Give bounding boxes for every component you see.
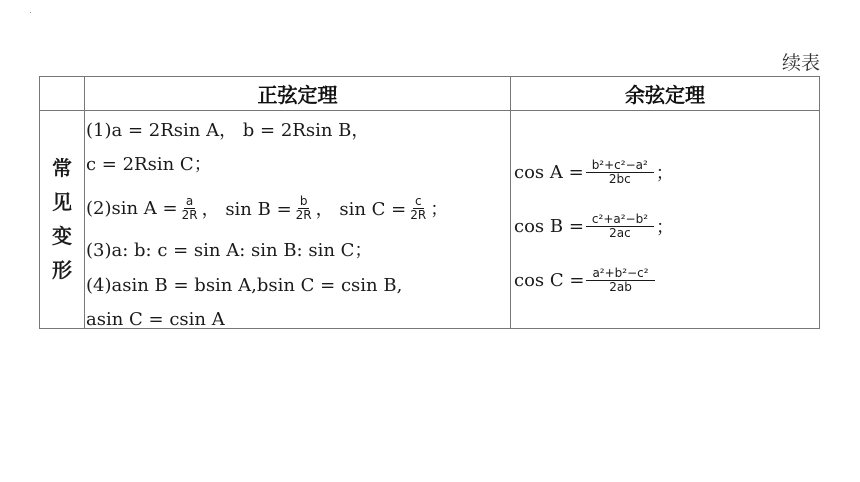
row-label-char: 见	[52, 190, 72, 214]
formula-text: ；	[655, 163, 674, 184]
formula-text: ；	[656, 217, 675, 238]
formula-line	[514, 260, 657, 300]
fraction	[408, 195, 428, 222]
formula-text: cos B =	[514, 215, 584, 237]
row-label-char: 变	[52, 224, 72, 248]
denominator: 2ac	[609, 225, 631, 240]
formula-line	[86, 190, 448, 226]
table-divider	[84, 77, 85, 328]
numerator: b²+c²−a²	[586, 159, 654, 173]
corner-dot	[30, 12, 31, 13]
formula-line: (4)asin B = bsin A,bsin C = csin B,	[86, 274, 403, 296]
row-label-char: 形	[52, 258, 72, 282]
formula-text: cos A =	[514, 161, 584, 183]
denominator: 2R	[181, 207, 198, 222]
sine-law-variants	[86, 110, 510, 328]
row-label	[40, 110, 84, 328]
numerator: c²+a²−b²	[586, 213, 654, 227]
formula-line	[514, 206, 674, 246]
table-divider	[510, 77, 511, 328]
fraction	[586, 267, 654, 294]
formula-text: ， sin C =	[315, 199, 407, 220]
denominator: 2R	[410, 207, 427, 222]
numerator: b	[299, 193, 308, 208]
formula-line: (1)a = 2Rsin A， b = 2Rsin B，	[86, 120, 370, 141]
formula-text: ；	[430, 199, 449, 220]
header-cosine-law: 余弦定理	[625, 83, 705, 107]
formula-text: cos C =	[514, 269, 585, 291]
cosine-law-variants	[514, 110, 819, 328]
denominator: 2bc	[608, 171, 631, 186]
denominator: 2ab	[609, 279, 632, 294]
formula-line: (3)a: b: c = sin A: sin B: sin C；	[86, 240, 373, 261]
header-empty	[40, 77, 84, 110]
header-sine-law: 正弦定理	[257, 83, 338, 107]
formula-line: c = 2Rsin C；	[86, 154, 212, 175]
denominator: 2R	[295, 207, 312, 222]
numerator: a²+b²−c²	[586, 267, 654, 281]
formula-line	[514, 152, 674, 192]
continued-label: 续表	[781, 52, 820, 74]
row-label-char: 常	[52, 156, 72, 180]
fraction	[586, 159, 654, 186]
numerator: c	[414, 193, 422, 208]
formula-text: ， sin B =	[201, 199, 292, 220]
formula-text: (2)sin A =	[86, 197, 178, 219]
numerator: a	[185, 193, 194, 208]
fraction	[180, 195, 200, 222]
fraction	[294, 195, 314, 222]
formula-line: asin C = csin A	[86, 308, 225, 330]
formula-table	[39, 76, 820, 329]
fraction	[586, 213, 654, 240]
